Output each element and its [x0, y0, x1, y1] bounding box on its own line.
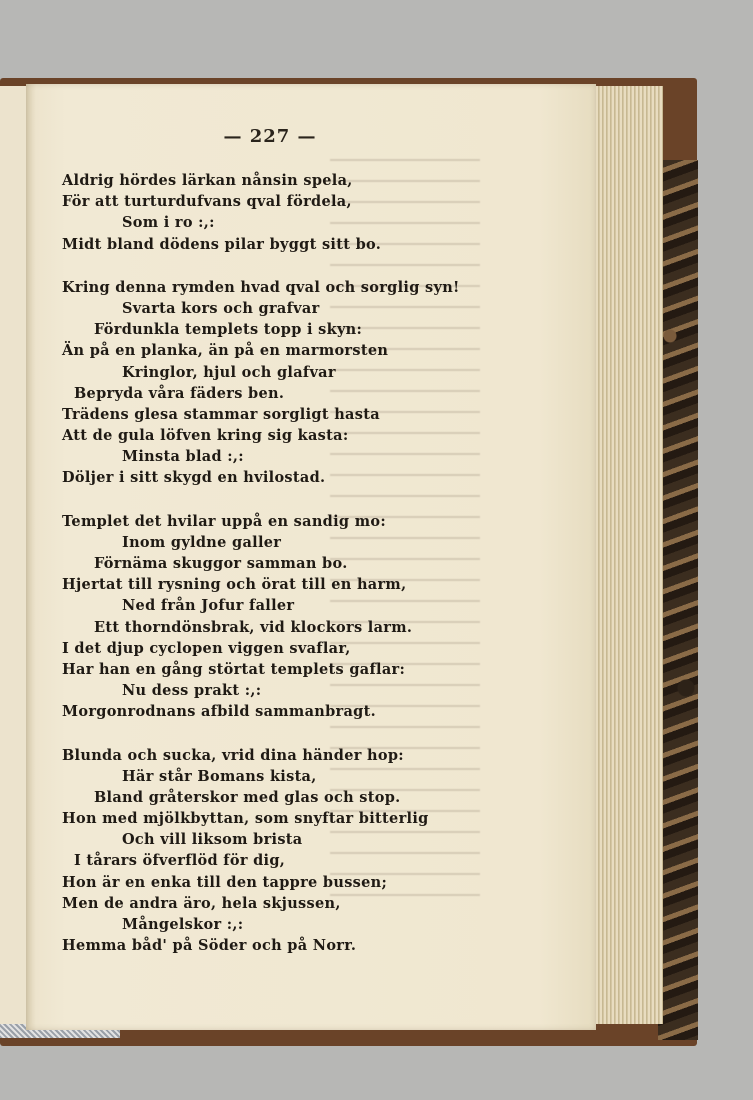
- left-page-edge: [0, 86, 27, 1030]
- poem-line: Templet det hvilar uppå en sandig mo:: [62, 512, 386, 530]
- page-number: — 227 —: [223, 126, 317, 147]
- poem-line: Hon är en enka till den tappre bussen;: [62, 873, 388, 891]
- poem-line: Här står Bomans kista,: [122, 767, 317, 785]
- poem-line: Och vill liksom brista: [122, 831, 303, 849]
- poem-line: Fördunkla templets topp i skyn:: [94, 321, 363, 339]
- poem-line: Hjertat till rysning och örat till en harm,: [62, 576, 407, 594]
- page-stack-edge: [590, 86, 663, 1024]
- poem-line: Mångelskor :,:: [122, 916, 244, 933]
- poem-line: Morgonrodnans afbild sammanbragt.: [62, 703, 376, 721]
- poem-line: Nu dess prakt :,:: [122, 682, 262, 700]
- poem-line: Kring denna rymden hvad qval och sorglig syn!: [62, 278, 460, 296]
- poem-line: Än på en planka, än på en marmorsten: [62, 342, 389, 360]
- poem-line: Som i ro :,:: [122, 214, 215, 232]
- poem-line: Har han en gång störtat templets gaflar:: [62, 660, 406, 678]
- poem-line: Döljer i sitt skygd en hvilostad.: [62, 469, 326, 487]
- poem-line: Midt bland dödens pilar byggt sitt bo.: [62, 235, 382, 253]
- poem-line: Inom gyldne galler: [122, 533, 282, 551]
- stanza-3: [62, 511, 460, 723]
- stanza-2: [62, 277, 460, 489]
- poem-line: I det djup cyclopen viggen svaflar,: [62, 639, 351, 657]
- poem-line: Aldrig hördes lärkan nånsin spela,: [62, 172, 353, 189]
- poem-line: Att de gula löfven kring sig kasta:: [62, 427, 349, 445]
- poem-line: Svarta kors och grafvar: [122, 299, 320, 317]
- stanza-4: [62, 745, 460, 957]
- poem-line: Minsta blad :,:: [122, 448, 244, 466]
- poem-line: Hon med mjölkbyttan, som snyftar bitterlig: [62, 810, 429, 828]
- poem-line: Trädens glesa stammar sorgligt hasta: [62, 405, 380, 423]
- poem-text: [62, 170, 460, 978]
- stanza-1: [62, 170, 460, 255]
- poem-line: Hemma båd' på Söder och på Norr.: [62, 937, 357, 955]
- poem-line: I tårars öfverflöd för dig,: [74, 852, 286, 870]
- marbled-cover-edge: [658, 160, 698, 1040]
- poem-line: Men de andra äro, hela skjussen,: [62, 894, 341, 912]
- poem-line: Ned från Jofur faller: [122, 597, 295, 615]
- poem-line: Bland gråterskor med glas och stop.: [94, 788, 401, 806]
- poem-line: Ett thorndönsbrak, vid klockors larm.: [94, 618, 413, 636]
- poem-line: Kringlor, hjul och glafvar: [122, 363, 336, 381]
- poem-line: Blunda och sucka, vrid dina händer hop:: [62, 746, 404, 764]
- poem-line: Förnäma skuggor samman bo.: [94, 555, 348, 572]
- poem-line: För att turturdufvans qval fördela,: [62, 193, 352, 211]
- poem-line: Bepryda våra fäders ben.: [74, 384, 285, 402]
